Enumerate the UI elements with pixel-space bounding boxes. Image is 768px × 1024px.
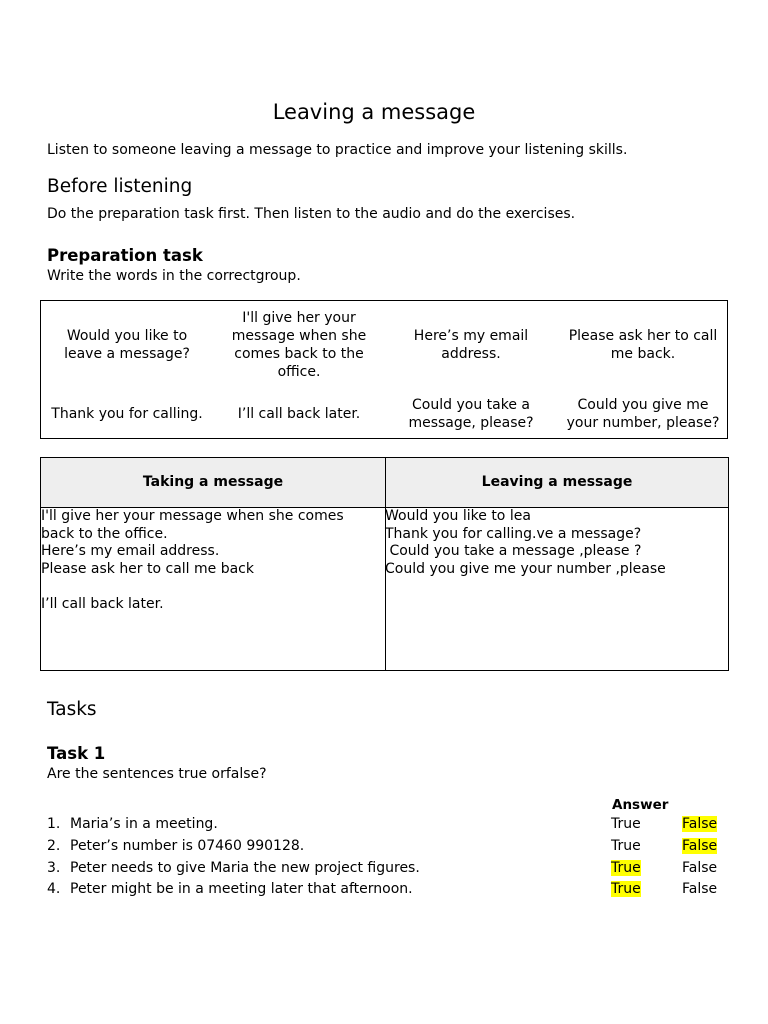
- phrase-line: Please ask her to call: [568, 328, 718, 344]
- task1-instruction: Are the sentences true orfalse?: [47, 766, 267, 782]
- page-title: Leaving a message: [272, 100, 476, 124]
- preparation-instruction: Write the words in the correctgroup.: [47, 268, 301, 284]
- phrase-line: office.: [277, 364, 321, 380]
- phrase-line: me back.: [610, 346, 676, 362]
- taking-message-header: Taking a message: [142, 474, 284, 490]
- taking-message-answer[interactable]: I'll give her your message when she comes back to the office. Here’s my email address. Please ask her to call me back I’ll call back later.: [41, 508, 344, 612]
- task-item-text: Peter’s number is 07460 990128.: [70, 838, 305, 854]
- phrase-line: message when she: [231, 328, 367, 344]
- phrase-line: Would you like to: [66, 328, 188, 344]
- phrase-line: your number, please?: [566, 415, 720, 431]
- phrase-cell: [41, 327, 213, 363]
- leaving-message-answer[interactable]: Would you like to lea Thank you for calling.ve a message? Could you take a message ,please ? Could you give me your number ,please: [385, 508, 666, 577]
- false-option[interactable]: False: [682, 816, 718, 832]
- phrase-line: Could you take a: [412, 397, 530, 413]
- answer-label: Answer: [612, 797, 669, 813]
- before-listening-heading: Before listening: [47, 176, 193, 197]
- task1-heading: Task 1: [47, 744, 106, 763]
- true-option[interactable]: True: [611, 838, 641, 854]
- tasks-heading: Tasks: [47, 699, 97, 720]
- phrase-cell: [385, 327, 557, 363]
- false-option[interactable]: False: [682, 881, 718, 897]
- true-option[interactable]: True: [611, 816, 641, 832]
- phrase-line: I’ll call back later.: [237, 406, 361, 422]
- phrase-line: message, please?: [408, 415, 534, 431]
- phrase-line: comes back to the: [234, 346, 364, 362]
- task-item-number: 4.: [47, 881, 61, 897]
- answer-table: [40, 457, 729, 671]
- true-option[interactable]: True: [611, 881, 641, 897]
- task-item-text: Peter might be in a meeting later that afternoon.: [70, 881, 413, 897]
- intro-text: Listen to someone leaving a message to practice and improve your listening skills.: [47, 142, 628, 158]
- leaving-message-header: Leaving a message: [481, 474, 633, 490]
- phrase-line: address.: [441, 346, 501, 362]
- phrase-line: Thank you for calling.: [51, 406, 203, 422]
- phrase-line: leave a message?: [64, 346, 190, 362]
- phrase-line: Could you give me: [577, 397, 709, 413]
- task-item-text: Maria’s in a meeting.: [70, 816, 218, 832]
- phrase-line: I'll give her your: [242, 310, 356, 326]
- phrase-grid: [40, 300, 728, 439]
- task-item-number: 3.: [47, 860, 61, 876]
- task-item-text: Peter needs to give Maria the new project figures.: [70, 860, 420, 876]
- preparation-heading: Preparation task: [47, 246, 203, 265]
- phrase-cell: [385, 396, 557, 432]
- false-option[interactable]: False: [682, 860, 718, 876]
- phrase-cell: [213, 405, 385, 423]
- phrase-line: Here’s my email: [413, 328, 529, 344]
- phrase-cell: [213, 309, 385, 381]
- task-item-number: 2.: [47, 838, 61, 854]
- phrase-cell: [557, 327, 729, 363]
- task-item-number: 1.: [47, 816, 61, 832]
- true-option[interactable]: True: [611, 860, 641, 876]
- false-option[interactable]: False: [682, 838, 718, 854]
- before-listening-text: Do the preparation task first. Then listen to the audio and do the exercises.: [47, 206, 576, 222]
- phrase-cell: [41, 405, 213, 423]
- phrase-cell: [557, 396, 729, 432]
